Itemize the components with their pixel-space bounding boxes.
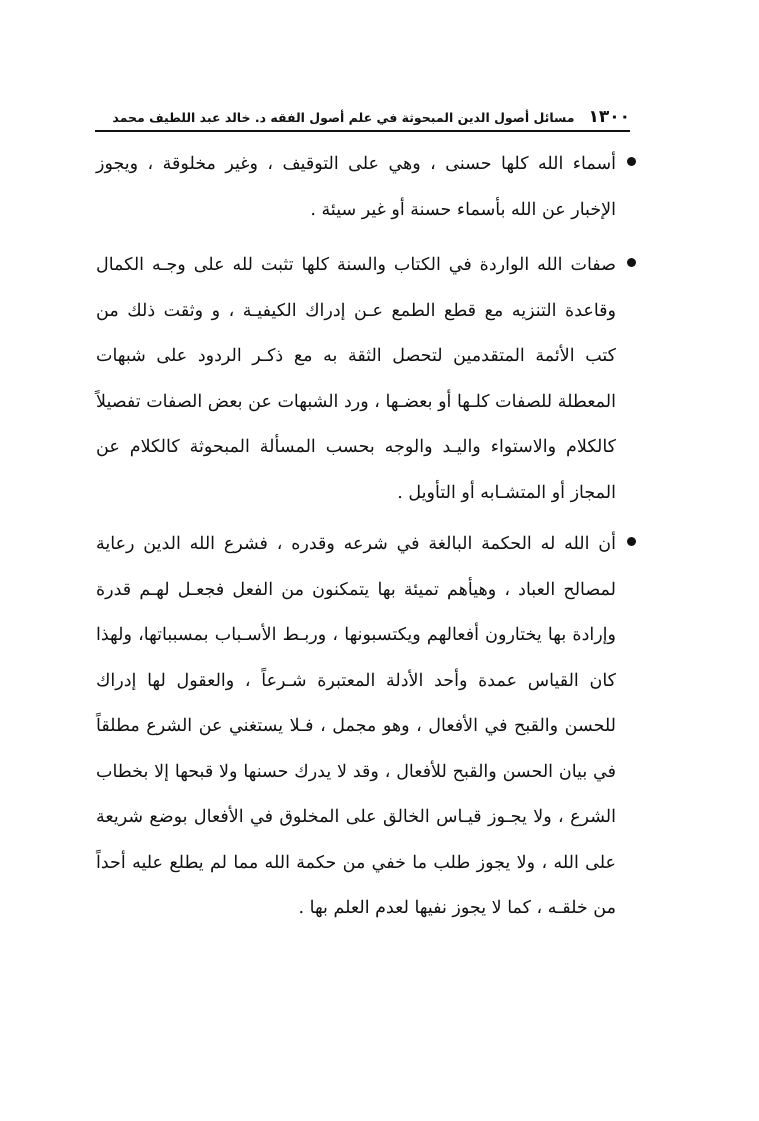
bullet-paragraph: صفات الله الواردة في الكتاب والسنة كلها تثبت لله على وجـه الكمال وقاعدة التنزيه مع قطع الطمع عـن إدراك الكيفيـة ، و وثقت ذلك من كتب الأئمة المتقدمين لتحصل الثقة به مع ذكـر الردود على شبهات المعطلة للصفات كلـها أو بعضـها ، ورد الشبهات عن بعض الصفات تفصيلاً كالكلام والاستواء واليـد والوجه بحسب المسألة المبحوثة كالكلام عن المجاز أو المتشـابه أو التأويل .	[96, 255, 616, 503]
bullet-item	[96, 522, 616, 932]
bullet-item	[96, 243, 616, 516]
bullet-paragraph: أسماء الله كلها حسنى ، وهي على التوقيف ، وغير مخلوقة ، ويجوز الإخبار عن الله بأسماء حسنة أو غير سيئة .	[96, 154, 616, 220]
header-divider	[95, 130, 630, 132]
bullet-icon	[627, 258, 636, 267]
body-text	[96, 142, 616, 932]
running-header-title: مسائل أصول الدين المبحوثة في علم أصول الفقه د. خالد عبد اللطيف محمد	[112, 109, 575, 125]
bullet-icon	[627, 157, 636, 166]
bullet-paragraph: أن الله له الحكمة البالغة في شرعه وقدره ، فشرع الله الدين رعاية لمصالح العباد ، وهيأهم تميئة بها يتمكنون من الفعل فجعـل لهـم قدرة وإرادة بها يختارون أفعالهم ويكتسبونها ، وربـط الأسـباب بمسبباتها، ولهذا كان القياس عمدة وأحد الأدلة المعتبرة شـرعاً ، والعقول لها إدراك للحسن والقبح في الأفعال ، وهو مجمل ، فـلا يستغني عن الشرع مطلقاً في بيان الحسن والقبح للأفعال ، وقد لا يدرك حسنها ولا قبحها إلا بخطاب الشرع ، ولا يجـوز قيـاس الخالق على المخلوق في الأفعال بوضع شريعة على الله ، ولا يجوز طلب ما خفي من حكمة الله مما لم يطلع عليه أحداً من خلقـه ، كما لا يجوز نفيها لعدم العلم بها .	[96, 534, 616, 918]
bullet-item	[96, 142, 616, 233]
page-number: ١٣٠٠	[588, 107, 630, 127]
bullet-icon	[627, 537, 636, 546]
running-header	[95, 104, 630, 130]
